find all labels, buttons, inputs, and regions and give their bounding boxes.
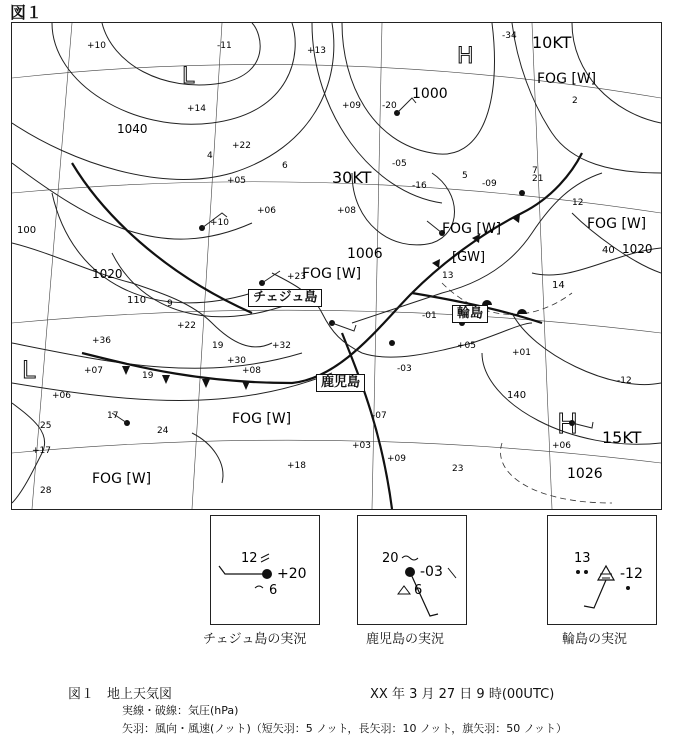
weather-map-svg xyxy=(12,23,661,509)
station-number: -09 xyxy=(482,179,497,189)
wajima-wind-value: 13 xyxy=(574,551,591,566)
inset-jeju xyxy=(210,515,320,625)
high-pressure-letter-2: H xyxy=(557,407,579,440)
jeju-wind-value: 12 xyxy=(241,551,258,566)
station-number: -16 xyxy=(412,181,427,191)
isobar-label: 1026 xyxy=(567,466,603,482)
station-number: -07 xyxy=(372,411,387,421)
station-number: 13 xyxy=(442,271,454,281)
station-number: 24 xyxy=(157,426,169,436)
station-number: +13 xyxy=(307,46,326,56)
fog-label: FOG [W] xyxy=(302,266,362,282)
kagoshima-pressure-tendency: -03 xyxy=(420,564,443,580)
station-number: +07 xyxy=(84,366,103,376)
high-pressure-letter-1: H xyxy=(457,44,474,69)
jeju-station-plot xyxy=(211,516,319,624)
station-number: -03 xyxy=(397,364,412,374)
station-number: -12 xyxy=(617,376,632,386)
kagoshima-station-plot xyxy=(358,516,466,624)
station-number: +22 xyxy=(232,141,251,151)
isobar-label: 14 xyxy=(552,280,565,291)
station-number: +08 xyxy=(337,206,356,216)
station-number: 21 xyxy=(532,174,544,184)
caption-datetime: XX 年 3 月 27 日 9 時(00UTC) xyxy=(370,687,555,702)
isobar-label: 100 xyxy=(17,225,37,236)
fog-label: FOG [W] xyxy=(92,471,152,487)
inset-jeju-caption: チェジュ島の実況 xyxy=(203,632,307,647)
station-number: +23 xyxy=(287,272,306,282)
station-number: 19 xyxy=(212,341,224,351)
station-number: 19 xyxy=(142,371,154,381)
isobar-label: 1000 xyxy=(412,86,448,102)
station-number: -01 xyxy=(422,311,437,321)
station-number: +05 xyxy=(457,341,476,351)
station-number: -20 xyxy=(382,101,397,111)
speed-label: 10KT xyxy=(532,33,572,52)
station-number: +09 xyxy=(342,101,361,111)
station-number: 25 xyxy=(40,421,52,431)
station-number: +10 xyxy=(210,218,229,228)
inset-wajima-caption: 輪島の実況 xyxy=(562,632,628,647)
station-number: +14 xyxy=(187,104,206,114)
isobar-label: 40 xyxy=(602,245,615,256)
jeju-label: チェジュ島 xyxy=(248,289,322,307)
caption-note-wind: 矢羽：風向・風速(ノット)（短矢羽：5 ノット，長矢羽：10 ノット，旗矢羽：50 ノット） xyxy=(122,722,568,735)
station-number: -05 xyxy=(392,159,407,169)
caption-note-pressure: 実線・破線：気圧(hPa) xyxy=(122,704,239,717)
kagoshima-wind-value: 20 xyxy=(382,551,399,566)
gale-warning-label: [GW] xyxy=(452,250,486,265)
station-number: +06 xyxy=(257,206,276,216)
wajima-label: 輪島 xyxy=(452,305,488,323)
low-pressure-letter-1: L xyxy=(182,64,195,89)
station-number: 5 xyxy=(462,171,468,181)
station-number: +05 xyxy=(227,176,246,186)
station-number: +08 xyxy=(242,366,261,376)
kagoshima-label: 鹿児島 xyxy=(316,374,365,392)
station-number: 7 xyxy=(532,166,538,176)
wajima-station-plot xyxy=(548,516,656,624)
wajima-pressure-tendency: -12 xyxy=(620,566,643,582)
weather-map xyxy=(11,22,662,510)
jeju-temperature: 6 xyxy=(269,583,278,598)
station-number: 6 xyxy=(282,161,288,171)
station-number: +22 xyxy=(177,321,196,331)
fog-label: FOG [W] xyxy=(232,411,292,427)
figure-label: 図１ xyxy=(10,3,43,22)
fog-label: FOG [W] xyxy=(537,71,597,87)
station-number: +10 xyxy=(87,41,106,51)
kagoshima-temperature: 6 xyxy=(414,583,423,598)
station-number: +32 xyxy=(272,341,291,351)
station-number: +06 xyxy=(52,391,71,401)
station-number: +17 xyxy=(32,446,51,456)
station-number: +18 xyxy=(287,461,306,471)
isobar-label: 1006 xyxy=(347,246,383,262)
station-number: +03 xyxy=(352,441,371,451)
low-pressure-letter-2: L xyxy=(22,356,36,384)
isobar-label: 1020 xyxy=(92,267,123,281)
station-number: -11 xyxy=(217,41,232,51)
fog-label: FOG [W] xyxy=(587,216,647,232)
station-number: 9 xyxy=(167,299,173,309)
inset-kagoshima xyxy=(357,515,467,625)
station-number: 2 xyxy=(572,96,578,106)
station-number: +09 xyxy=(387,454,406,464)
caption-title: 図１ 地上天気図 xyxy=(68,687,173,702)
speed-label: 30KT xyxy=(332,168,372,187)
isobar-label: 1020 xyxy=(622,242,653,256)
inset-kagoshima-caption: 鹿児島の実況 xyxy=(366,632,445,647)
station-number: +01 xyxy=(512,348,531,358)
station-number: +36 xyxy=(92,336,111,346)
isobar-label: 110 xyxy=(127,295,147,306)
jeju-pressure-tendency: +20 xyxy=(277,566,307,582)
fog-label: FOG [W] xyxy=(442,221,502,237)
station-number: 17 xyxy=(107,411,119,421)
station-number: +30 xyxy=(227,356,246,366)
station-number: 4 xyxy=(207,151,213,161)
isobar-label: 140 xyxy=(507,390,527,401)
station-number: -34 xyxy=(502,31,517,41)
station-number: 23 xyxy=(452,464,464,474)
station-number: 12 xyxy=(572,198,584,208)
station-number: 28 xyxy=(40,486,52,496)
inset-wajima xyxy=(547,515,657,625)
speed-label: 15KT xyxy=(602,428,642,447)
station-number: +06 xyxy=(552,441,571,451)
isobar-label: 1040 xyxy=(117,122,148,136)
